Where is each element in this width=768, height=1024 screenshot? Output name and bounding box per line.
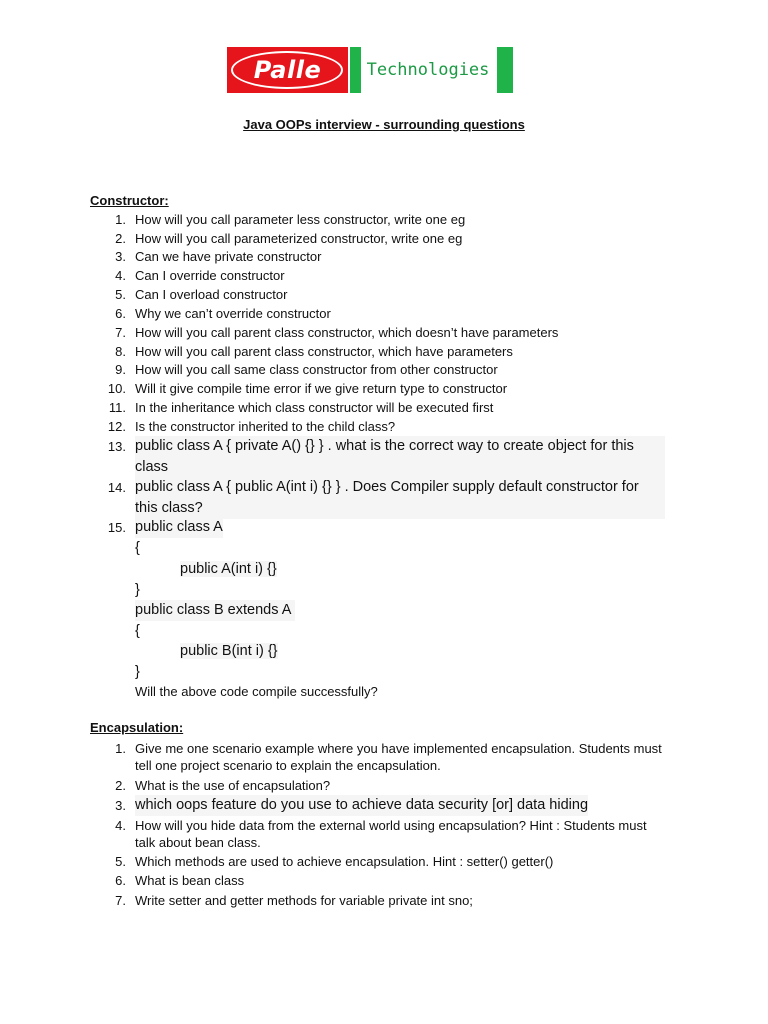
code-line: public A(int i) {} — [180, 561, 277, 577]
logo-green-bar-right — [497, 47, 513, 93]
code-line: { — [135, 540, 140, 556]
logo-brand-text: Palle — [253, 56, 322, 84]
code-line: public class B extends A — [135, 600, 295, 621]
logo-green-bar — [350, 47, 361, 93]
section-heading-constructor: Constructor: — [90, 193, 169, 208]
company-logo — [227, 47, 514, 93]
logo-red-block — [227, 47, 348, 93]
code-line: } — [135, 582, 140, 598]
code-question: Will the above code compile successfully? — [135, 684, 378, 699]
code-line: public B(int i) {} — [180, 643, 278, 659]
section-heading-encapsulation: Encapsulation: — [90, 720, 184, 735]
document-title: Java OOPs interview - surrounding questions — [243, 117, 525, 132]
code-line: } — [135, 664, 140, 680]
code-line: { — [135, 623, 140, 639]
logo-tagline: Technologies — [366, 60, 490, 80]
